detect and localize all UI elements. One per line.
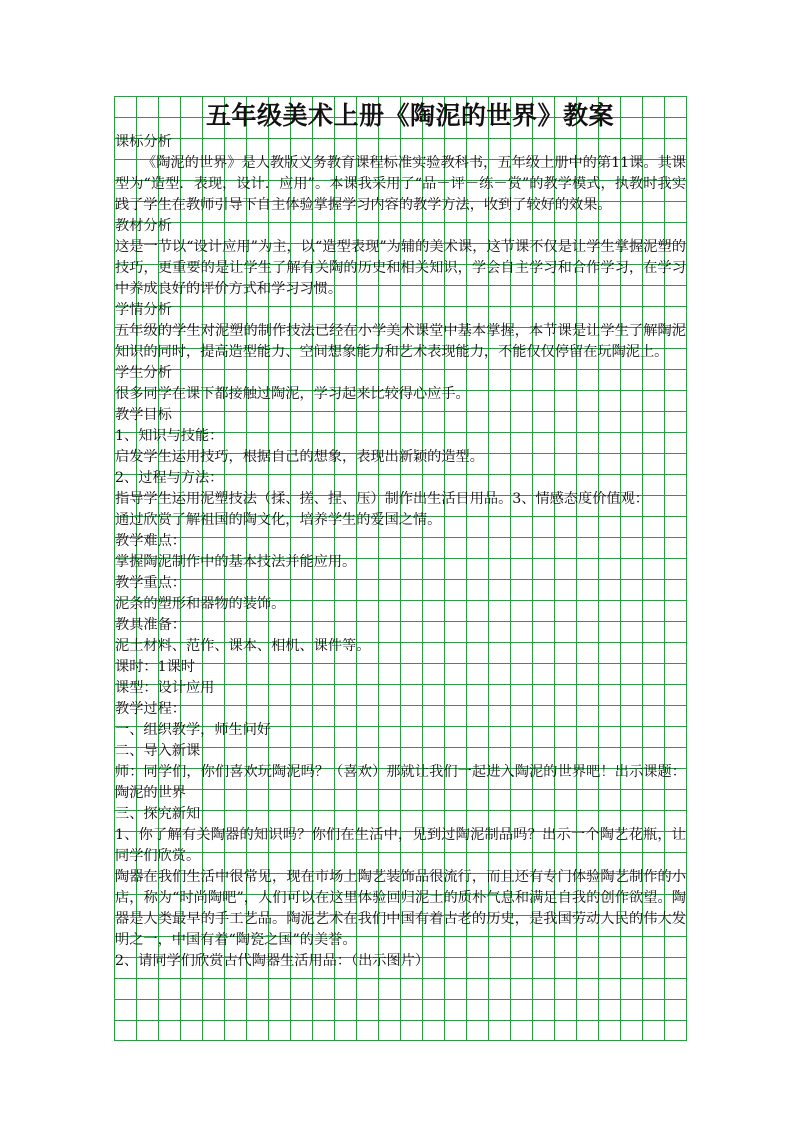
heading-teaching-process: 教学过程：: [115, 701, 186, 717]
grid-paper: [114, 96, 687, 1041]
goal-emotion-text: 通过欣赏了解祖国的陶文化，培养学生的爱国之情。: [115, 512, 442, 528]
process-step-3-text: 陶器在我们生活中很常见，现在市场上陶艺装饰品很流行，而且还有专门体验陶艺制作的小店，称为“时尚陶吧”，人们可以在这里体验回归泥土的质朴气息和满足自我的创作欲望。陶器是人类最早的手工艺品。陶泥艺术在我们中国有着古老的历史，是我国劳动人民的伟大发明之一，中国有着“陶瓷之国”的美誉。: [115, 869, 686, 948]
paragraph-student-analysis: 很多同学在课下都接触过陶泥，学习起来比较得心应手。: [115, 386, 470, 402]
goal-process-heading: 2、过程与方法：: [115, 470, 224, 486]
class-type: 课型：设计应用: [115, 680, 215, 696]
heading-materials: 教具准备：: [115, 617, 186, 633]
goal-knowledge-text: 启发学生运用技巧，根据自己的想象，表现出新颖的造型。: [115, 449, 484, 465]
class-hours: 课时：1课时: [115, 659, 195, 675]
paragraph-learning-situation: 五年级的学生对泥塑的制作技法已经在小学美术课堂中基本掌握，本节课是让学生了解陶泥知识的同时，提高造型能力、空间想象能力和艺术表现能力，不能仅仅停留在玩陶泥上。: [115, 323, 686, 360]
process-step-1: 一、组织教学，师生问好: [115, 722, 272, 738]
materials-text: 泥土材料、范作、课本、相机、课件等。: [115, 638, 371, 654]
process-step-3-item-2: 2、请同学们欣赏古代陶器生活用品：（出示图片）: [115, 953, 430, 969]
heading-key-point: 教学重点：: [115, 575, 186, 591]
difficulty-text: 掌握陶泥制作中的基本技法并能应用。: [115, 554, 357, 570]
heading-curriculum-analysis: 课标分析: [115, 134, 172, 150]
paragraph-curriculum-analysis: 《陶泥的世界》是人教版义务教育课程标准实验教科书，五年级上册中的第11课。其课型为“造型．表现，设计．应用”。本课我采用了“品－评－练－赏”的教学模式，执教时我实践了学生在教师引导下自主体验掌握学习内容的教学方法，收到了较好的效果。: [115, 155, 686, 213]
key-point-text: 泥条的塑形和器物的装饰。: [115, 596, 286, 612]
heading-student-analysis: 学生分析: [115, 365, 172, 381]
heading-learning-situation: 学情分析: [115, 302, 172, 318]
heading-textbook-analysis: 教材分析: [115, 218, 172, 234]
heading-difficulty: 教学难点：: [115, 533, 186, 549]
paragraph-textbook-analysis: 这是一节以“设计应用”为主，以“造型表现”为辅的美术课，这节课不仅是让学生掌握泥塑的技巧，更重要的是让学生了解有关陶的历史和相关知识，学会自主学习和合作学习，在学习中养成良好的评价方式和学习习惯。: [115, 239, 686, 297]
process-step-2: 二、导入新课: [115, 743, 201, 759]
process-step-3: 三、探究新知: [115, 806, 201, 822]
document-title: 五年级美术上册《陶泥的世界》教案: [205, 101, 614, 130]
goal-process-text: 指导学生运用泥塑技法（揉、搓、捏、压）制作出生活日用品。3、情感态度价值观：: [115, 491, 649, 507]
process-step-3-question: 1、你了解有关陶器的知识吗？你们在生活中，见到过陶泥制品吗？出示一个陶艺花瓶，让同学们欣赏。: [115, 827, 686, 864]
heading-teaching-goals: 教学目标: [115, 407, 172, 423]
goal-knowledge-heading: 1、知识与技能：: [115, 428, 224, 444]
document-content: [114, 96, 686, 972]
process-step-2-text: 师：同学们，你们喜欢玩陶泥吗？（喜欢）那就让我们一起进入陶泥的世界吧！出示课题：陶泥的世界: [115, 764, 686, 801]
